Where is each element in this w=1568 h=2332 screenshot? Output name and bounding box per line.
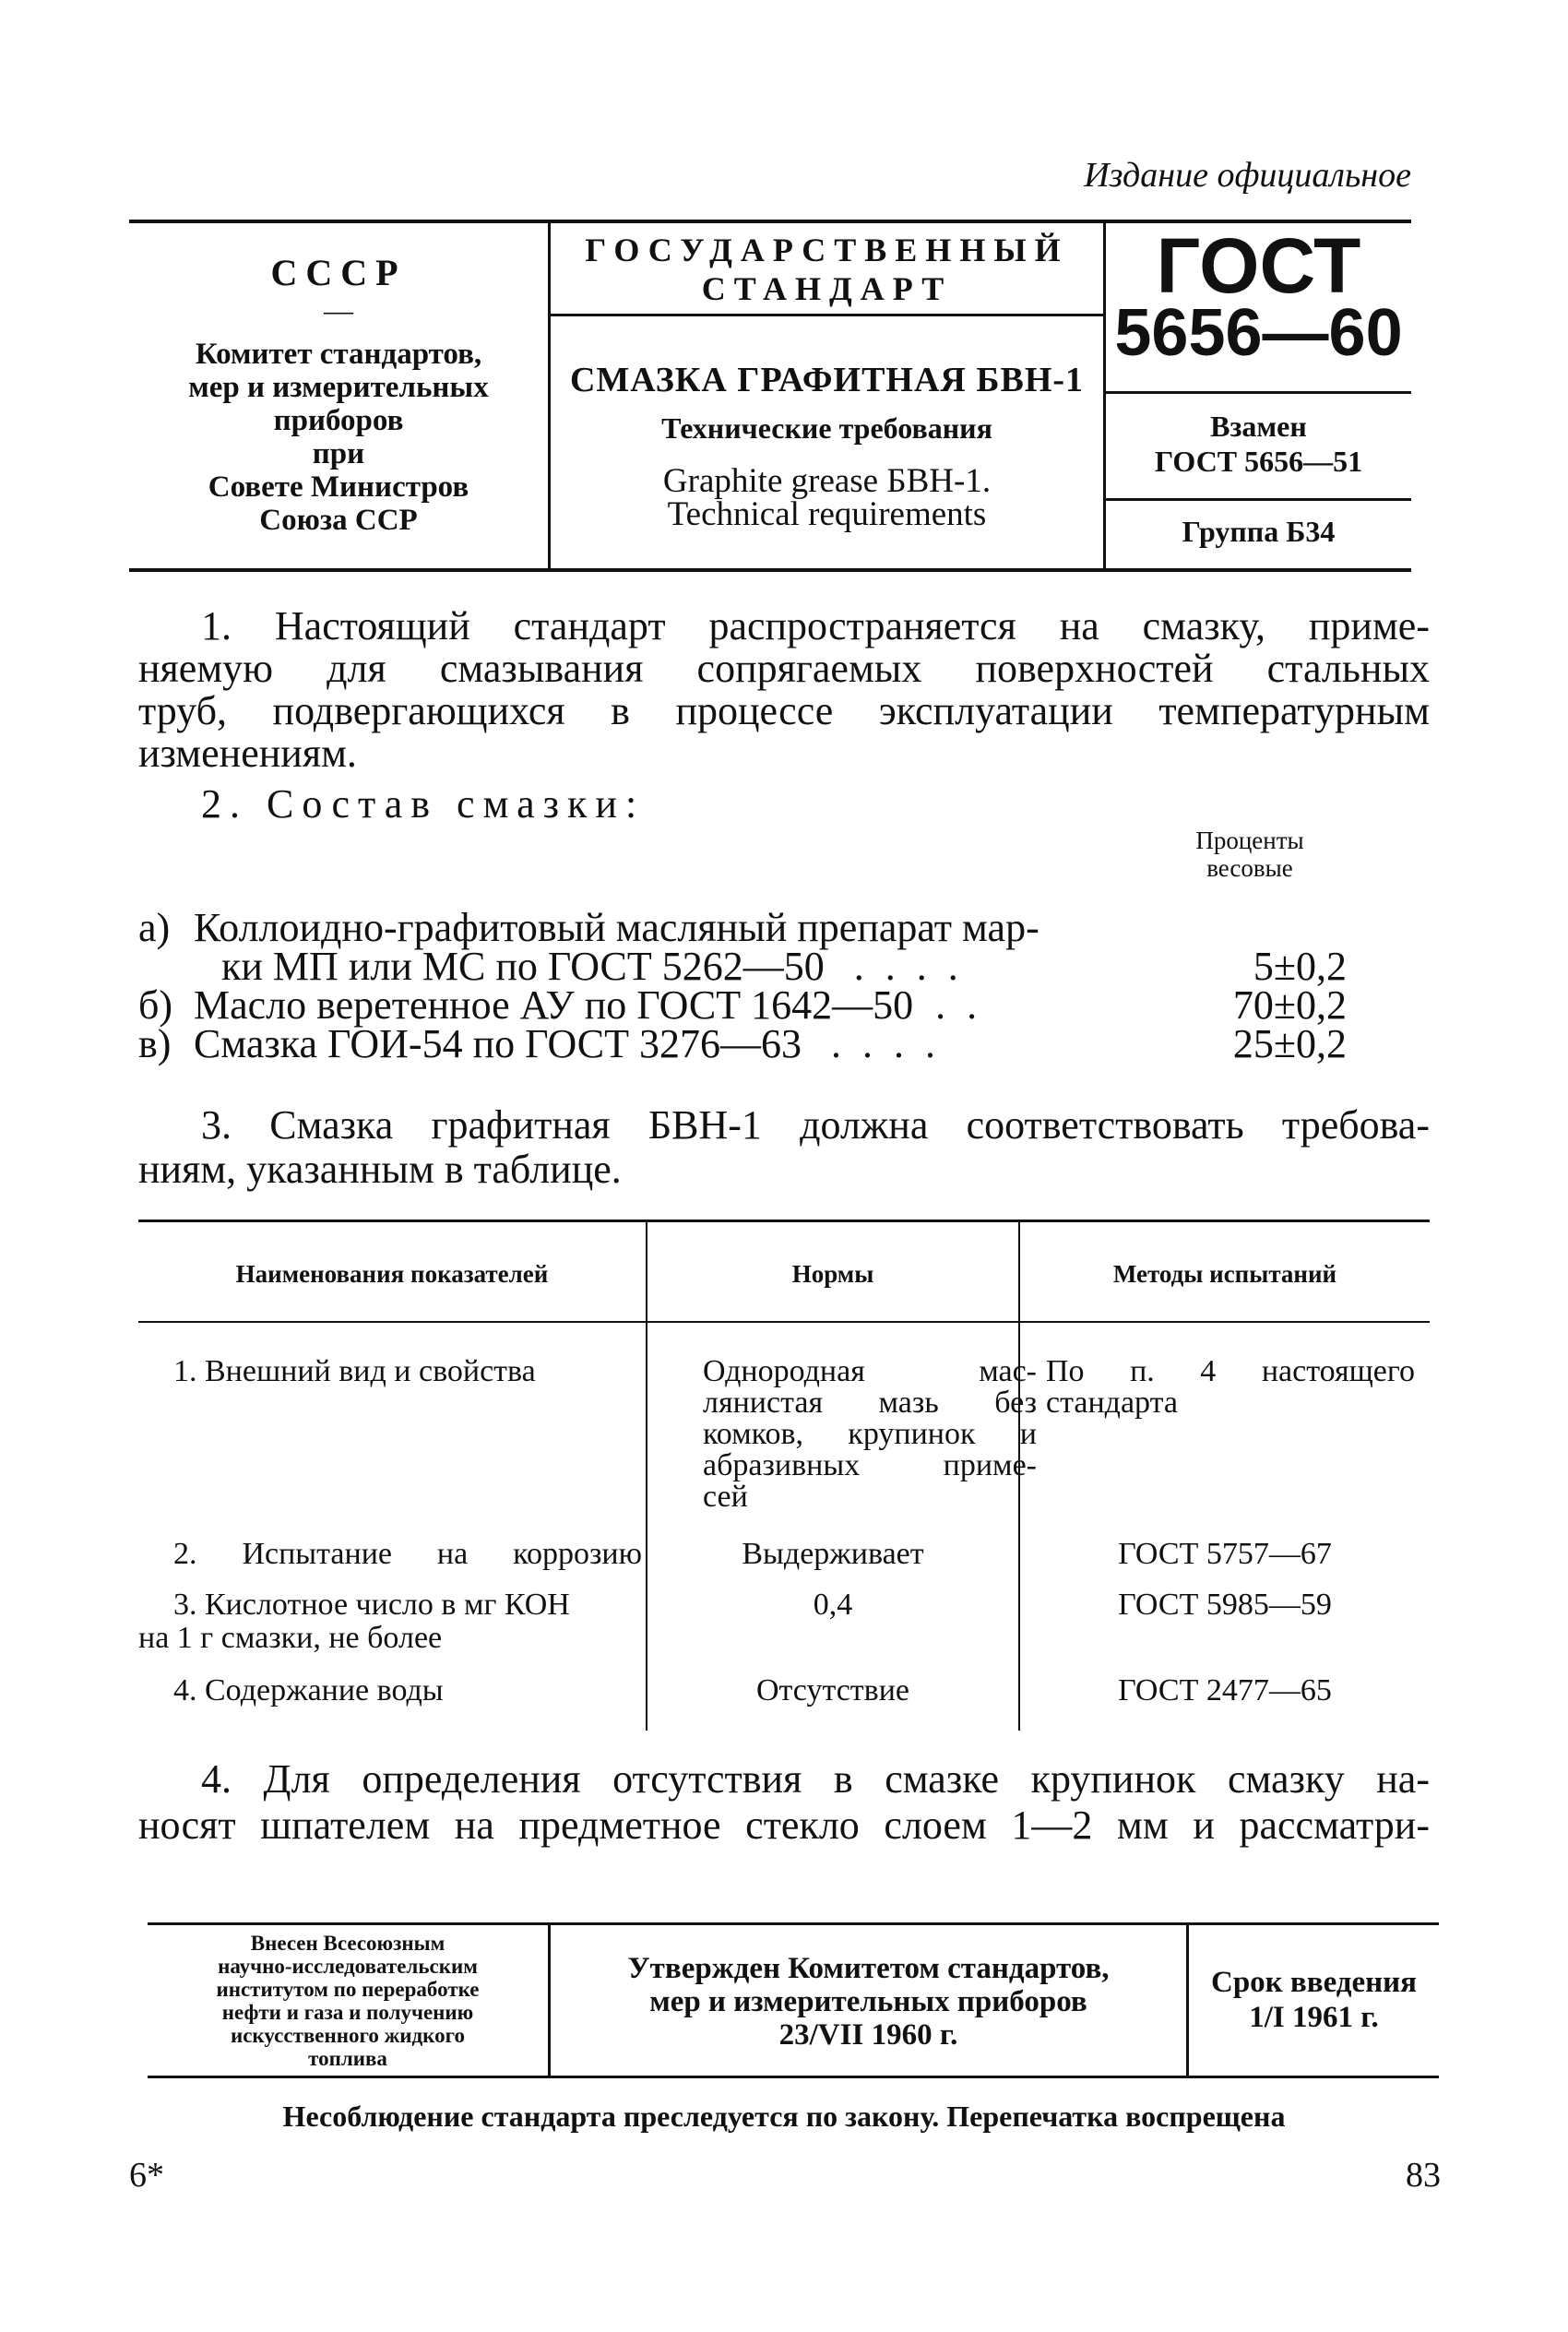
header-committee: Комитет стандартов, мер и измерительных приборов при Совете Министров Союза ССР: [188, 338, 489, 537]
composition-item-cont: ки МП или МС по ГОСТ 5262—50 . . . . 5±0,2: [221, 944, 1347, 989]
header-right-rule-2: [1105, 498, 1411, 501]
signature-mark: 6*: [129, 2156, 164, 2195]
table-header-method: Методы испытаний: [1112, 1260, 1337, 1288]
replaces-number: ГОСТ 5656—51: [1154, 445, 1363, 478]
table-col-divider-1: [646, 1220, 647, 1731]
composition-item: а) Коллоидно-графитовый масляный препарат мар-: [138, 905, 1039, 950]
header-title-en: Graphite grease БВН-1.: [662, 462, 992, 500]
paragraph-1: 1. Настоящий стандарт распространяется на смазку, приме- няемую для смазывания сопрягаемых поверхностей стальных труб, подвергающихся в процессе эксплуатации температурным изменениям.: [138, 603, 1430, 776]
header-standard-kind: ГОСУДАРСТВЕННЫЙ СТАНДАРТ: [585, 232, 1069, 307]
header-title: СМАЗКА ГРАФИТНАЯ БВН-1: [569, 361, 1085, 399]
composition-item: б) Масло веретенное АУ по ГОСТ 1642—50 . . 70±0,2: [138, 982, 1347, 1028]
header-right-rule-1: [1105, 391, 1411, 394]
percent-header: Проценты весовые: [1195, 827, 1304, 882]
header-dash: —: [324, 293, 353, 327]
footer-box-bottom-rule: [148, 2076, 1439, 2078]
composition-item: в) Смазка ГОИ-54 по ГОСТ 3276—63 . . . . 25±0,2: [138, 1021, 1347, 1066]
footer-effective-date: Срок введения 1/I 1961 г.: [1210, 1966, 1418, 2034]
edition-label: Издание официальное: [1084, 156, 1411, 195]
replaces-label: Взамен: [1210, 410, 1307, 443]
gost-label: ГОСТ: [1156, 222, 1361, 309]
footer-approved-by: Утвержден Комитетом стандартов, мер и измерительных приборов 23/VII 1960 г.: [627, 1952, 1110, 2052]
table-header-name: Наименования показателей: [235, 1260, 549, 1288]
table-header-norm: Нормы: [791, 1260, 874, 1288]
paragraph-2-title: 2. Состав смазки:: [201, 781, 646, 827]
paragraph-4: 4. Для определения отсутствия в смазке крупинок смазку на- носят шпателем на предметное стекло слоем 1—2 мм и рассматри-: [138, 1756, 1430, 1848]
header-subtitle: Технические требования: [661, 411, 992, 445]
legal-notice: Несоблюдение стандарта преследуется по закону. Перепечатка воспрещена: [282, 2100, 1286, 2133]
header-bottom-rule: [129, 568, 1411, 572]
footer-introduced-by: Внесен Всесоюзным научно-исследовательским институтом по переработке нефти и газа и получению искусственного жидкого топлива: [216, 1932, 480, 2070]
table-top-rule: [138, 1220, 1430, 1222]
page-number: 83: [1406, 2156, 1441, 2195]
group-label: Группа Б34: [1182, 515, 1336, 548]
header-country: СССР: [270, 252, 407, 293]
header-subtitle-en: Technical requirements: [667, 495, 987, 533]
gost-number: 5656—60: [1114, 296, 1403, 370]
table-header-rule: [138, 1321, 1430, 1323]
header-mid-rule: [550, 314, 1103, 316]
paragraph-3: 3. Смазка графитная БВН-1 должна соответствовать требова- ниям, указанным в таблице.: [138, 1102, 1430, 1192]
footer-box-top-rule: [148, 1922, 1439, 1925]
